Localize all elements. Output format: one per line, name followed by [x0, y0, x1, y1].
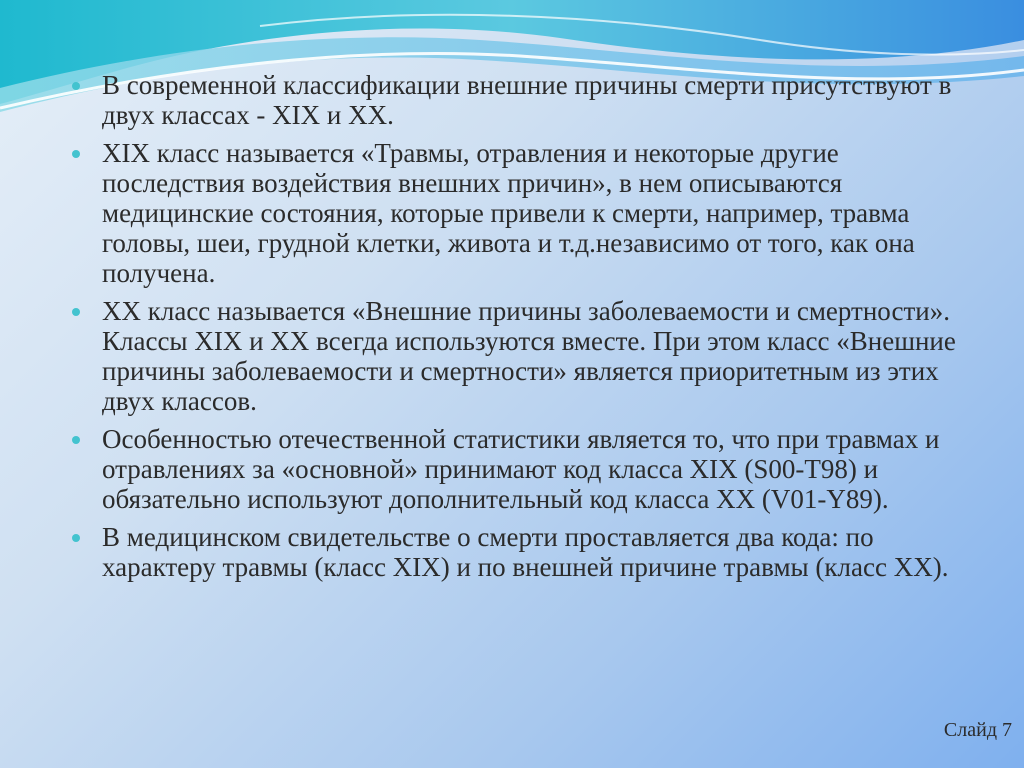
bullet-dot-icon: [72, 308, 80, 316]
bullet-dot-icon: [72, 82, 80, 90]
slide-content: [72, 70, 972, 590]
bullet-dot-icon: [72, 534, 80, 542]
bullet-dot-icon: [72, 436, 80, 444]
bullet-text: XX класс называется «Внешние причины заболеваемости и смертности». Классы XIX и XX всегда используются вместе. При этом класс «Внешние причины заболеваемости и смертности» является приоритетным из этих двух классов.: [102, 296, 956, 416]
bullet-item: [72, 138, 972, 288]
bullet-dot-icon: [72, 150, 80, 158]
bullet-text: В медицинском свидетельстве о смерти проставляется два кода: по характеру травмы (класс XIX) и по внешней причине травмы (класс XX).: [102, 522, 949, 582]
slide-number: Слайд 7: [943, 719, 1012, 741]
bullet-item: [72, 522, 972, 582]
bullet-text: В современной классификации внешние причины смерти присутствуют в двух классах - XIX и XX.: [102, 70, 952, 130]
bullet-list: [72, 70, 972, 582]
bullet-item: [72, 296, 972, 416]
bullet-item: [72, 424, 972, 514]
bullet-text: Особенностью отечественной статистики является то, что при травмах и отравлениях за «основной» принимают код класса XIX (S00-T98) и обязательно используют дополнительный код класса XX (V01-Y89).: [102, 424, 940, 514]
bullet-text: XIX класс называется «Травмы, отравления и некоторые другие последствия воздействия внешних причин», в нем описываются медицинские состояния, которые привели к смерти, например, травма головы, шеи, грудной клетки, живота и т.д.независимо от того, как она получена.: [102, 138, 915, 288]
bullet-item: [72, 70, 972, 130]
